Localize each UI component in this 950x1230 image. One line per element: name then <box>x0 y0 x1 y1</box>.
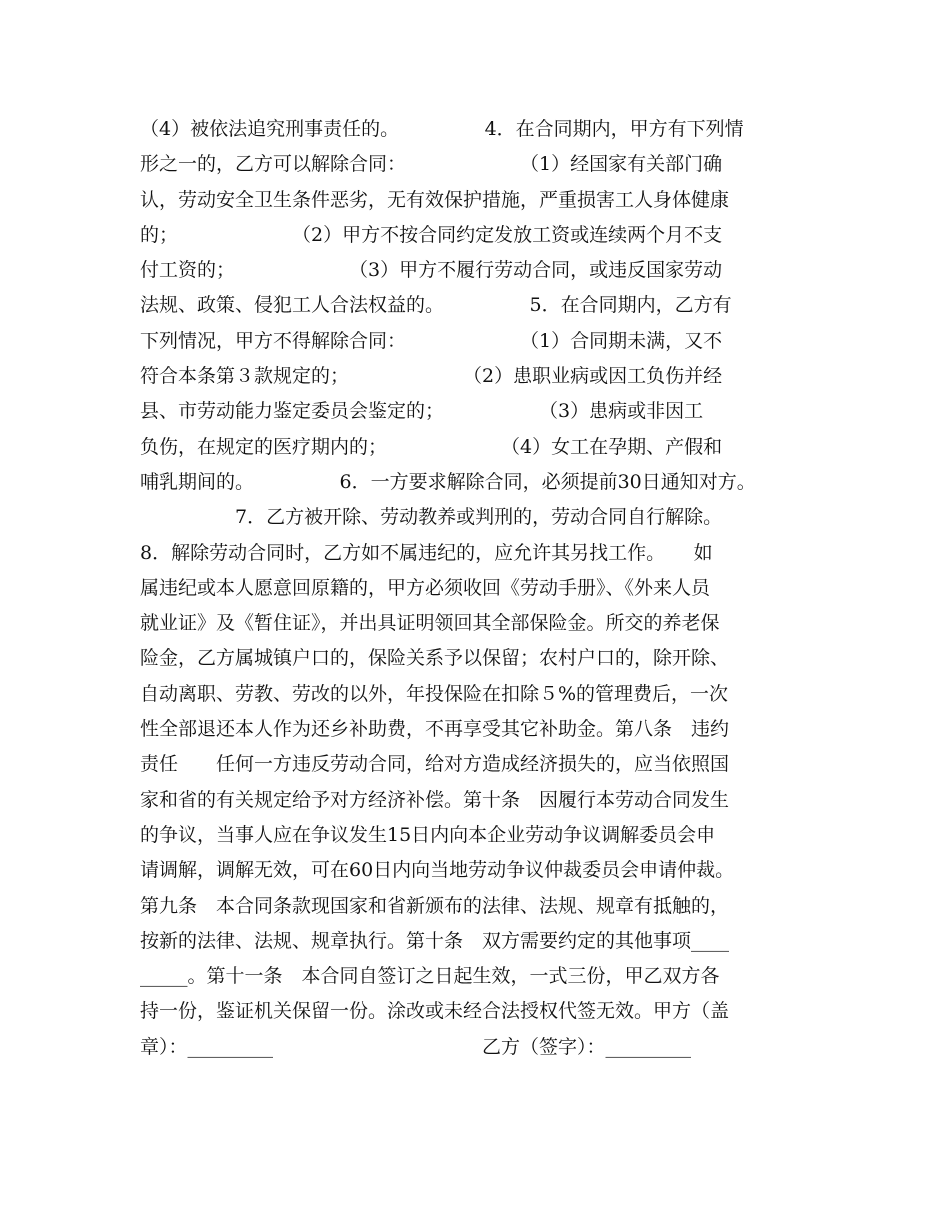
text-line: 哺乳期间的。 6．一方要求解除合同，必须提前30日通知对方。 <box>140 470 756 493</box>
text-line: 负伤，在规定的医疗期内的； （4）女工在孕期、产假和 <box>140 435 723 458</box>
text-line: 请调解，调解无效，可在60日内向当地劳动争议仲裁委员会申请仲裁。 <box>140 859 735 882</box>
text-line: 形之一的，乙方可以解除合同： （1）经国家有关部门确 <box>140 153 723 176</box>
text-line: 8．解除劳动合同时，乙方如不属违纪的，应允许其另找工作。 如 <box>140 541 713 564</box>
text-line: 自动离职、劳教、劳改的以外，年投保险在扣除５%的管理费后，一次 <box>140 682 729 705</box>
text-line: 持一份，鉴证机关保留一份。涂改或未经合法授权代签无效。甲方（盖 <box>140 1000 730 1023</box>
text-line: 的争议，当事人应在争议发生15日内向本企业劳动争议调解委员会申 <box>140 823 716 846</box>
text-line: 第九条 本合同条款现国家和省新颁布的法律、法规、规章有抵触的， <box>140 894 730 917</box>
text-line: 县、市劳动能力鉴定委员会鉴定的； （3）患病或非因工 <box>140 400 704 423</box>
text-line: 下列情况，甲方不得解除合同： （1）合同期未满，又不 <box>140 329 723 352</box>
text-line: 按新的法律、法规、规章执行。第十条 双方需要约定的其他事项____ <box>140 929 730 952</box>
text-line: _____。第十一条 本合同自签订之日起生效，一式三份，甲乙双方各 <box>140 965 720 988</box>
text-line: 性全部退还本人作为还乡补助费，不再享受其它补助金。第八条 违约 <box>140 718 730 741</box>
text-line: 7．乙方被开除、劳动教养或判刑的，劳动合同自行解除。 <box>140 506 723 529</box>
text-line: 法规、政策、侵犯工人合法权益的。 5．在合同期内，乙方有 <box>140 294 732 317</box>
text-line: 认，劳动安全卫生条件恶劣，无有效保护措施，严重损害工人身体健康 <box>140 188 730 211</box>
text-line: 责任 任何一方违反劳动合同，给对方造成经济损失的，应当依照国 <box>140 753 730 776</box>
text-line: 属违纪或本人愿意回原籍的，甲方必须收回《劳动手册》、《外来人员 <box>140 576 711 599</box>
signature-line: 章）：_________ 乙方（签字）：_________ <box>140 1035 692 1058</box>
text-line: （4）被依法追究刑事责任的。 4．在合同期内，甲方有下列情 <box>140 118 744 140</box>
text-line: 家和省的有关规定给予对方经济补偿。第十条 因履行本劳动合同发生 <box>140 788 730 811</box>
text-line: 的； （2）甲方不按合同约定发放工资或连续两个月不支 <box>140 223 723 246</box>
contract-body-text <box>140 112 830 1065</box>
text-line: 就业证》及《暂住证》，并出具证明领回其全部保险金。所交的养老保 <box>140 612 720 635</box>
text-line: 符合本条第３款规定的； （2）患职业病或因工负伤并经 <box>140 365 723 388</box>
text-line: 险金，乙方属城镇户口的，保险关系予以保留；农村户口的，除开除、 <box>140 647 730 670</box>
text-line: 付工资的； （3）甲方不履行劳动合同，或违反国家劳动 <box>140 259 723 282</box>
